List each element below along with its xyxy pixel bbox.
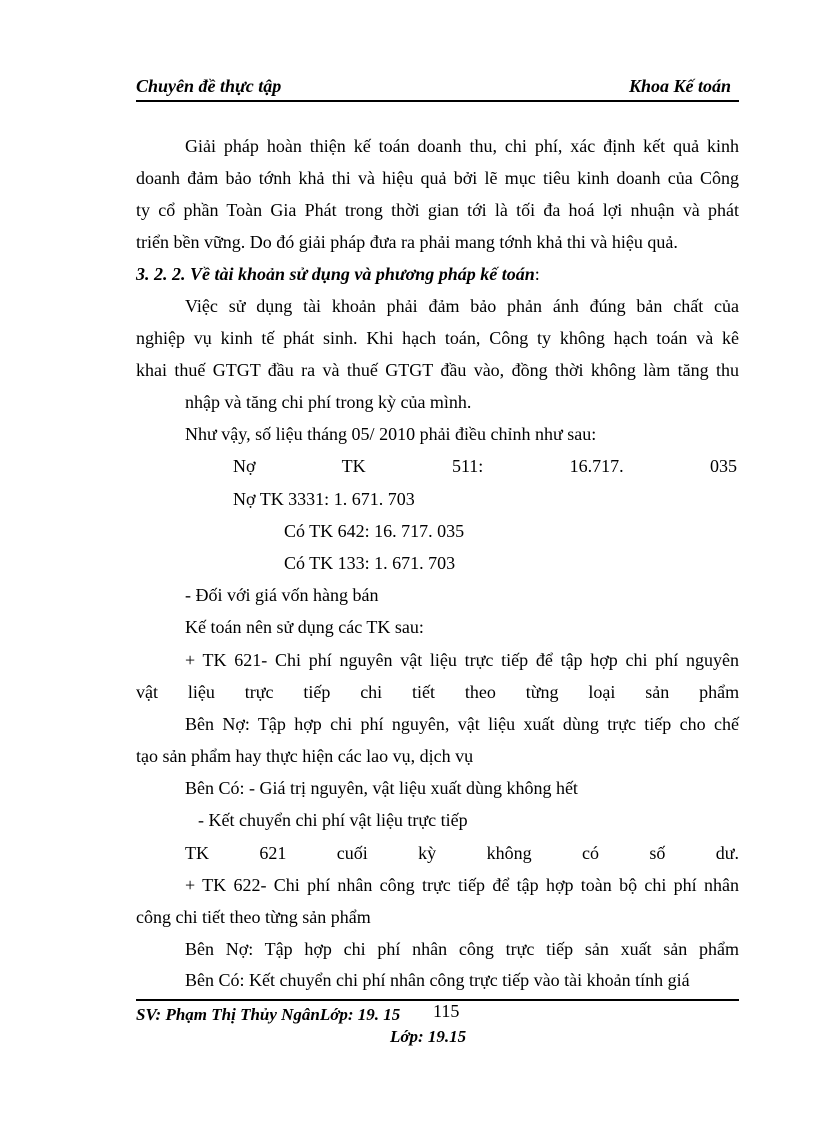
- para13: Bên Có: Kết chuyển chi phí nhân công trực tiếp vào tài khoản tính giá: [185, 970, 690, 990]
- para10: [185, 842, 739, 864]
- p12-word: nhân: [412, 939, 448, 959]
- p12-word: chi: [343, 939, 366, 959]
- p6-word: loại: [588, 682, 616, 702]
- p6-word: vật: [136, 682, 158, 702]
- p12-word: Nợ:: [225, 939, 254, 959]
- p6-word: chi: [360, 682, 383, 702]
- para5: Kế toán nên sử dụng các TK sau:: [185, 617, 424, 637]
- entry-debit-511: [233, 455, 737, 477]
- para2-line3: khai thuế GTGT đầu ra và thuế GTGT đầu vào, đồng thời không làm tăng thu: [136, 360, 739, 380]
- p10-word: số: [649, 843, 666, 863]
- p6-word: phẩm: [699, 682, 740, 702]
- para8: Bên Có: - Giá trị nguyên, vật liệu xuất dùng không hết: [185, 778, 578, 798]
- para1-line3: ty cổ phần Toàn Gia Phát trong thời gian tới là tối đa hoá lợi nhuận và phát: [136, 200, 739, 220]
- para2-line2: nghiệp vụ kinh tế phát sinh. Khi hạch toán, Công ty không hạch toán và kê: [136, 328, 739, 348]
- p12-word: sản: [584, 939, 609, 959]
- para12: [185, 938, 739, 960]
- p6-word: sản: [645, 682, 670, 702]
- entry1-word: 035: [710, 456, 737, 476]
- para3: Như vậy, số liệu tháng 05/ 2010 phải điều chỉnh như sau:: [185, 424, 597, 444]
- footer-class: Lớp: 19.15: [390, 1027, 467, 1046]
- p12-word: Tập: [264, 939, 293, 959]
- p6-word: theo: [464, 682, 496, 702]
- para9: - Kết chuyển chi phí vật liệu trực tiếp: [198, 810, 468, 830]
- p6-word: tiếp: [303, 682, 331, 702]
- para11-line1: + TK 622- Chi phí nhân công trực tiếp để tập hợp toàn bộ chi phí nhân: [185, 875, 739, 895]
- p10-word: có: [581, 843, 599, 863]
- entry-credit-133: Có TK 133: 1. 671. 703: [284, 553, 456, 573]
- entry1-word: 511:: [451, 456, 484, 476]
- p10-word: dư.: [715, 843, 740, 863]
- section-heading-colon: :: [534, 264, 540, 284]
- entry-credit-642: Có TK 642: 16. 717. 035: [284, 521, 465, 541]
- para6-line2: [136, 681, 739, 703]
- p12-word: phẩm: [699, 939, 740, 959]
- header-title-right: Khoa Kế toán: [628, 76, 731, 96]
- para4: - Đối với giá vốn hàng bán: [185, 585, 379, 605]
- p12-word: hợp: [304, 939, 332, 959]
- p6-word: tiết: [412, 682, 436, 702]
- para1-line1: Giải pháp hoàn thiện kế toán doanh thu, chi phí, xác định kết quả kinh: [185, 136, 739, 156]
- p6-word: trực: [244, 682, 274, 702]
- footer-student: SV: Phạm Thị Thủy NgânLớp: 19. 15: [136, 1005, 401, 1024]
- header-title-left: Chuyên đề thực tập: [136, 76, 282, 96]
- para2-line1: Việc sử dụng tài khoản phải đảm bảo phản ánh đúng bản chất của: [185, 296, 739, 316]
- entry1-word: 16.717.: [569, 456, 624, 476]
- section-heading-text: 3. 2. 2. Về tài khoản sử dụng và phương pháp kế toán: [136, 264, 535, 284]
- p10-word: kỳ: [418, 843, 437, 863]
- p12-word: phí: [377, 939, 401, 959]
- para7-line1: Bên Nợ: Tập hợp chi phí nguyên, vật liệu xuất dùng trực tiếp cho chế: [185, 714, 739, 734]
- para7-line2: tạo sản phẩm hay thực hiện các lao vụ, dịch vụ: [136, 746, 474, 766]
- p12-word: xuất: [620, 939, 652, 959]
- p10-word: 621: [259, 843, 287, 863]
- p12-word: Bên: [185, 939, 214, 959]
- p12-word: công: [458, 939, 494, 959]
- para2-line4: nhập và tăng chi phí trong kỳ của mình.: [185, 392, 472, 412]
- para1-line4: triển bền vững. Do đó giải pháp đưa ra phải mang tớnh khả thi và hiệu quả.: [136, 232, 678, 252]
- para1-line2: doanh đảm bảo tớnh khả thi và hiệu quả bởi lẽ mục tiêu kinh doanh của Công: [136, 168, 739, 188]
- p10-word: cuối: [336, 843, 368, 863]
- entry1-word: TK: [341, 456, 366, 476]
- p6-word: từng: [525, 682, 559, 702]
- p10-word: không: [486, 843, 532, 863]
- p12-word: trực: [505, 939, 535, 959]
- page-header: [136, 74, 739, 100]
- entry-debit-3331: Nợ TK 3331: 1. 671. 703: [233, 489, 415, 509]
- header-rule: [136, 100, 739, 102]
- section-heading: [136, 263, 540, 285]
- p12-word: sản: [663, 939, 688, 959]
- p6-word: liệu: [187, 682, 215, 702]
- p10-word: TK: [185, 843, 209, 863]
- footer-page-number: 115: [433, 1001, 460, 1021]
- para11-line2: công chi tiết theo từng sản phẩm: [136, 907, 371, 927]
- para6-line1: + TK 621- Chi phí nguyên vật liệu trực tiếp để tập hợp chi phí nguyên: [185, 650, 739, 670]
- p12-word: tiếp: [546, 939, 574, 959]
- entry1-word: Nợ: [233, 456, 256, 476]
